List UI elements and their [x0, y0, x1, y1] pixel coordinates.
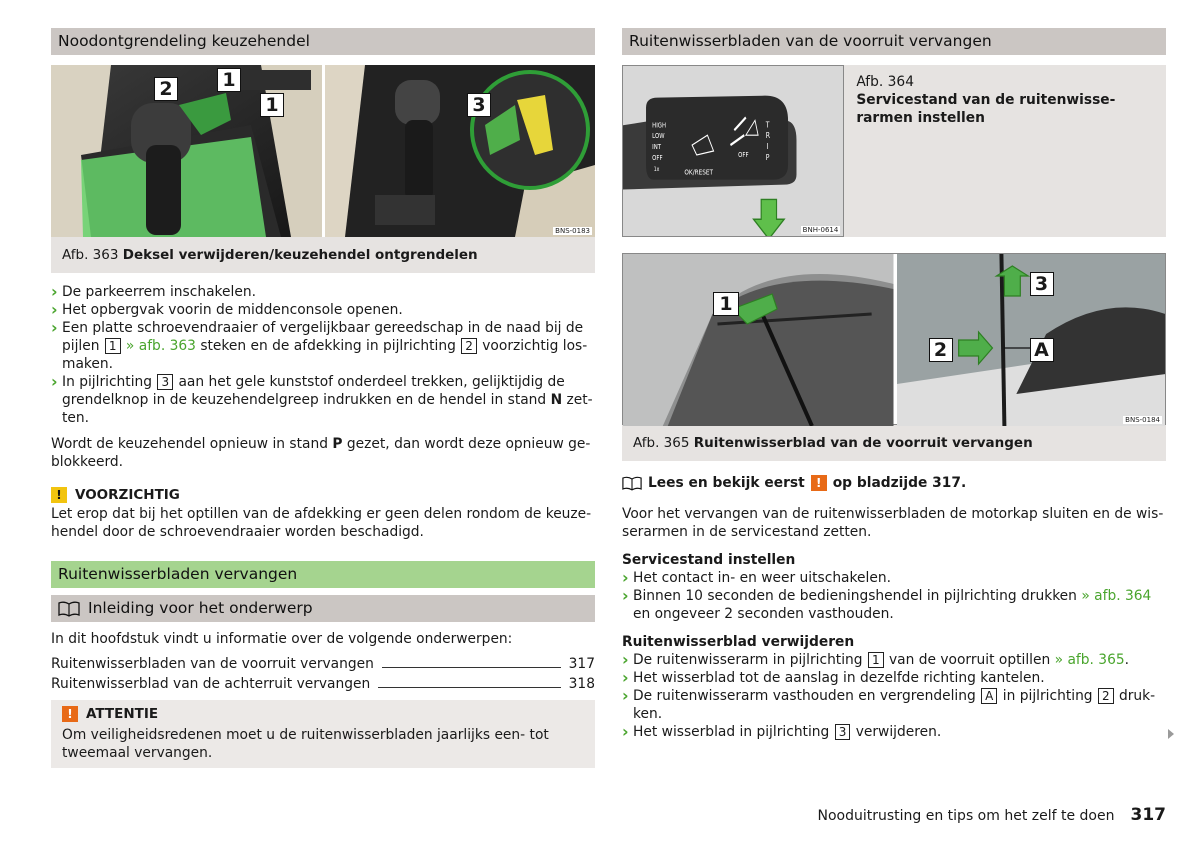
- step-text: .: [1124, 652, 1130, 668]
- attention-block: [51, 700, 595, 768]
- section-heading-selector-release: Noodontgrendeling keuzehendel: [51, 28, 595, 55]
- figure-364-image: [622, 65, 844, 237]
- callout-2: 2: [154, 77, 178, 101]
- ref-box-a: A: [981, 688, 997, 704]
- callout-1: 1: [713, 292, 739, 316]
- caution-text: Let erop dat bij het optillen van de afdekking er geen delen rondom de keuze-hendel door de schroevendraaier worden beschadigd.: [51, 506, 592, 540]
- next-page-arrow-icon[interactable]: [1168, 729, 1174, 739]
- step-text: Een platte schroevendraaier of vergelijkbaar gereedschap in de naad bij de pijlen: [62, 320, 584, 354]
- figure-365-images: [622, 253, 1166, 425]
- right-column: [622, 28, 1166, 741]
- step-text: verwijderen.: [855, 724, 942, 740]
- stalk-label-int: INT: [652, 143, 662, 152]
- step-text: zet-ten.: [62, 392, 593, 426]
- step-text: Het wisserblad in pijlrichting: [633, 724, 830, 740]
- callout-2: 2: [929, 338, 953, 362]
- book-icon: [622, 476, 642, 491]
- list-item: [622, 723, 1166, 741]
- figure-label: Afb. 363: [62, 247, 119, 263]
- step-text: druk-ken.: [633, 688, 1156, 722]
- toc-row[interactable]: [51, 674, 595, 694]
- console-detail-photo: [325, 65, 595, 237]
- intro-heading-text: Inleiding voor het onderwerp: [88, 599, 313, 617]
- caution-title-row: [51, 485, 595, 505]
- stalk-label-low: LOW: [652, 132, 665, 141]
- figure-title: Ruitenwisserblad van de voorruit vervangen: [693, 435, 1033, 451]
- toc-title: Ruitenwisserblad van de achterruit vervangen: [51, 676, 371, 692]
- stalk-label-1x: 1x: [653, 166, 660, 174]
- book-icon: [58, 601, 80, 617]
- toc-row[interactable]: [51, 654, 595, 674]
- toc-title: Ruitenwisserbladen van de voorruit vervangen: [51, 656, 374, 672]
- attention-text: Om veiligheidsredenen moet u de ruitenwisserbladen jaarlijks een- tot tweemaal vervangen.: [62, 727, 549, 761]
- step-text: De ruitenwisserarm in pijlrichting: [633, 652, 863, 668]
- left-column: [51, 28, 595, 768]
- callout-a: A: [1030, 338, 1054, 362]
- step-text: aan het gele kunststof onderdeel trekken, gelijktijdig de grendelknop in de keuzehendelgreep indrukken en de hendel in stand: [62, 374, 565, 408]
- figure-title: Deksel verwijderen/keuzehendel ontgrendelen: [122, 247, 478, 263]
- attention-title: ATTENTIE: [86, 706, 159, 722]
- attention-icon: !: [62, 706, 78, 722]
- relock-paragraph: [51, 435, 595, 471]
- gear-position-n: N: [550, 392, 563, 408]
- service-heading: Servicestand instellen: [622, 552, 796, 568]
- figure-code: BNH-0614: [802, 226, 839, 234]
- figure-title: Servicestand van de ruitenwisse-rarmen instellen: [856, 92, 1116, 126]
- stalk-label-off: OFF: [652, 154, 663, 163]
- page-number: 317: [1130, 805, 1166, 825]
- read-first-page[interactable]: op bladzijde 317.: [832, 475, 967, 491]
- toc: [51, 654, 595, 694]
- step-text: en ongeveer 2 seconden vasthouden.: [633, 606, 894, 622]
- list-item: [622, 569, 1166, 587]
- ref-box-2: 2: [1098, 688, 1114, 704]
- step-text: van de voorruit optillen: [888, 652, 1051, 668]
- figure-link[interactable]: » afb. 364: [1081, 588, 1152, 604]
- windshield-photo-a: [623, 254, 894, 426]
- stalk-label-off-2: OFF: [738, 151, 749, 160]
- list-item: [622, 687, 1166, 723]
- figure-link[interactable]: » afb. 363: [125, 338, 196, 354]
- release-steps: [51, 283, 595, 427]
- caution-title: VOORZICHTIG: [75, 487, 180, 503]
- toc-page: 318: [568, 676, 595, 692]
- gear-position-p: P: [332, 436, 343, 452]
- list-item: [51, 301, 595, 319]
- callout-3: 3: [467, 93, 491, 117]
- section-heading-front-wipers: Ruitenwisserbladen van de voorruit vervangen: [622, 28, 1166, 55]
- figure-link[interactable]: » afb. 365: [1054, 652, 1125, 668]
- stalk-label-i: I: [766, 141, 769, 152]
- figure-label: Afb. 364: [856, 74, 914, 90]
- step-text: Het contact in- en weer uitschakelen.: [633, 570, 891, 586]
- figure-365-caption: [622, 425, 1166, 461]
- attention-title-row: [62, 704, 584, 724]
- ref-box-3: 3: [835, 724, 851, 740]
- section-heading-wipers: Ruitenwisserbladen vervangen: [51, 561, 595, 588]
- step-text: steken en de afdekking in pijlrichting: [200, 338, 456, 354]
- ref-box-1: 1: [105, 338, 121, 354]
- remove-steps: [622, 651, 1166, 741]
- ref-box-3: 3: [157, 374, 173, 390]
- list-item: [622, 669, 1166, 687]
- figure-364-caption: [844, 65, 1166, 237]
- stalk-label-ok-reset: OK/RESET: [684, 168, 714, 177]
- callout-1b: 1: [260, 93, 284, 117]
- stalk-label-r: R: [765, 130, 771, 141]
- list-item: [622, 587, 1166, 623]
- figure-363-caption: [51, 237, 595, 273]
- stalk-label-p: P: [765, 152, 770, 163]
- service-steps: [622, 569, 1166, 623]
- step-text: Binnen 10 seconden de bedieningshendel in pijlrichting drukken: [633, 588, 1077, 604]
- intro-text: In dit hoofdstuk vindt u informatie over de volgende onderwerpen:: [51, 631, 513, 647]
- caution-icon: !: [51, 487, 67, 503]
- list-item: [51, 283, 595, 301]
- step-text: De parkeerrem inschakelen.: [62, 284, 256, 300]
- figure-363-photo-b: [325, 65, 595, 237]
- read-first-row: [622, 475, 1166, 491]
- figure-364: [622, 65, 1166, 237]
- callout-1a: 1: [217, 68, 241, 92]
- list-item: [622, 651, 1166, 669]
- gear-selector-photo: [51, 65, 322, 237]
- ref-box-2: 2: [461, 338, 477, 354]
- intro-heading: [51, 595, 595, 622]
- figure-365-photo-b: [897, 254, 1166, 426]
- figure-365-photo-a: [623, 254, 894, 426]
- wiper-stalk-illustration: [623, 66, 843, 236]
- step-text: De ruitenwisserarm vasthouden en vergrendeling: [633, 688, 976, 704]
- figure-363-photo-a: [51, 65, 322, 237]
- para-text: Wordt de keuzehendel opnieuw in stand: [51, 436, 328, 452]
- figure-label: Afb. 365: [633, 435, 690, 451]
- figure-code: BNS-0184: [1125, 416, 1160, 424]
- figure-363-images: [51, 65, 595, 237]
- step-text: In pijlrichting: [62, 374, 153, 390]
- stalk-label-t: T: [765, 119, 770, 130]
- stalk-label-high: HIGH: [652, 121, 666, 130]
- toc-page: 317: [568, 656, 595, 672]
- read-first-text: Lees en bekijk eerst: [648, 475, 805, 491]
- step-text: Het opbergvak voorin de middenconsole openen.: [62, 302, 403, 318]
- caution-block: [51, 485, 595, 541]
- figure-code: BNS-0183: [555, 227, 590, 235]
- step-text: in pijlrichting: [1002, 688, 1093, 704]
- para-text: gezet, dan wordt deze opnieuw ge-blokkeerd.: [51, 436, 591, 470]
- step-text: voorzichtig los-maken.: [62, 338, 588, 372]
- warning-icon: !: [811, 475, 827, 491]
- callout-3: 3: [1030, 272, 1054, 296]
- list-item: [51, 373, 595, 427]
- step-text: Het wisserblad tot de aanslag in dezelfde richting kantelen.: [633, 670, 1045, 686]
- list-item: [51, 319, 595, 373]
- toc-leader: [382, 667, 561, 668]
- remove-heading: Ruitenwisserblad verwijderen: [622, 634, 855, 650]
- ref-box-1: 1: [868, 652, 884, 668]
- footer-title: Nooduitrusting en tips om het zelf te doen: [817, 808, 1115, 824]
- page-footer: [817, 805, 1166, 825]
- front-wiper-intro: Voor het vervangen van de ruitenwisserbladen de motorkap sluiten en de wis-serarmen in de servicestand zetten.: [622, 506, 1164, 540]
- toc-leader: [378, 687, 560, 688]
